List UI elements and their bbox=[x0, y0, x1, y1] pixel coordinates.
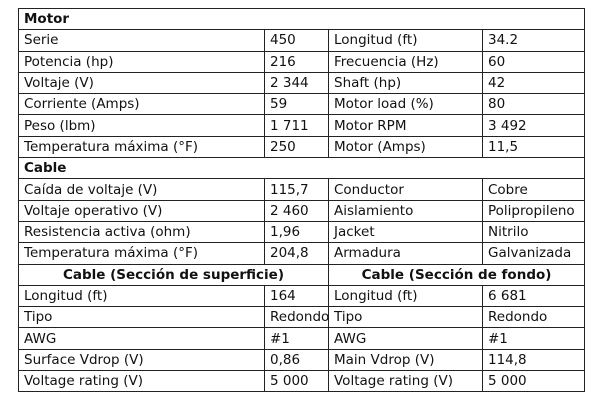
cell-value: 164 bbox=[265, 285, 329, 306]
specs-table-body bbox=[19, 9, 585, 392]
cell-label: AWG bbox=[19, 328, 265, 349]
cell-label: Corriente (Amps) bbox=[19, 94, 265, 115]
table-row bbox=[19, 349, 585, 370]
cell-label: Tipo bbox=[329, 307, 483, 328]
cell-value: 216 bbox=[265, 51, 329, 72]
cell-label: Voltage rating (V) bbox=[329, 371, 483, 392]
table-row bbox=[19, 221, 585, 242]
cell-value: 450 bbox=[265, 30, 329, 51]
table-row bbox=[19, 136, 585, 157]
cell-value: 3 492 bbox=[483, 115, 585, 136]
cell-label: Caída de voltaje (V) bbox=[19, 179, 265, 200]
cell-value: Nitrilo bbox=[483, 221, 585, 242]
cell-label: Jacket bbox=[329, 221, 483, 242]
cell-value: 59 bbox=[265, 94, 329, 115]
cell-label: Tipo bbox=[19, 307, 265, 328]
cell-label: Main Vdrop (V) bbox=[329, 349, 483, 370]
cell-value: Galvanizada bbox=[483, 243, 585, 264]
cell-label: Motor RPM bbox=[329, 115, 483, 136]
cell-label: Voltaje operativo (V) bbox=[19, 200, 265, 221]
cell-value: 11,5 bbox=[483, 136, 585, 157]
cell-value: 204,8 bbox=[265, 243, 329, 264]
table-row bbox=[19, 307, 585, 328]
table-row bbox=[19, 51, 585, 72]
cell-label: Surface Vdrop (V) bbox=[19, 349, 265, 370]
cell-label: Serie bbox=[19, 30, 265, 51]
cell-value: 2 344 bbox=[265, 72, 329, 93]
cell-value: 6 681 bbox=[483, 285, 585, 306]
cell-value: 80 bbox=[483, 94, 585, 115]
cell-value: Redondo bbox=[483, 307, 585, 328]
table-row bbox=[19, 115, 585, 136]
cell-value: 60 bbox=[483, 51, 585, 72]
motor-section-header bbox=[19, 9, 585, 30]
table-row bbox=[19, 94, 585, 115]
cell-label: AWG bbox=[329, 328, 483, 349]
table-row bbox=[19, 179, 585, 200]
cell-label: Longitud (ft) bbox=[329, 30, 483, 51]
cell-value: 250 bbox=[265, 136, 329, 157]
cell-value: 1 711 bbox=[265, 115, 329, 136]
specs-table bbox=[18, 8, 585, 392]
cable-section-title: Cable bbox=[19, 158, 585, 179]
cell-value: 114,8 bbox=[483, 349, 585, 370]
bottom-section-title: Cable (Sección de fondo) bbox=[329, 264, 585, 285]
cell-label: Longitud (ft) bbox=[329, 285, 483, 306]
cell-label: Shaft (hp) bbox=[329, 72, 483, 93]
cell-value: 1,96 bbox=[265, 221, 329, 242]
cell-label: Motor load (%) bbox=[329, 94, 483, 115]
table-row bbox=[19, 285, 585, 306]
cell-value: Cobre bbox=[483, 179, 585, 200]
cable-section-header bbox=[19, 158, 585, 179]
cell-label: Aislamiento bbox=[329, 200, 483, 221]
cell-value: 2 460 bbox=[265, 200, 329, 221]
cell-value: 115,7 bbox=[265, 179, 329, 200]
cell-label: Resistencia activa (ohm) bbox=[19, 221, 265, 242]
cell-label: Peso (lbm) bbox=[19, 115, 265, 136]
cell-value: 42 bbox=[483, 72, 585, 93]
cell-value: #1 bbox=[483, 328, 585, 349]
cell-label: Potencia (hp) bbox=[19, 51, 265, 72]
cell-value: Redondo bbox=[265, 307, 329, 328]
cell-label: Motor (Amps) bbox=[329, 136, 483, 157]
cell-value: 0,86 bbox=[265, 349, 329, 370]
cell-value: #1 bbox=[265, 328, 329, 349]
table-row bbox=[19, 72, 585, 93]
cell-value: 5 000 bbox=[265, 371, 329, 392]
cable-subsection-header bbox=[19, 264, 585, 285]
surface-section-title: Cable (Sección de superficie) bbox=[19, 264, 329, 285]
table-row bbox=[19, 243, 585, 264]
cell-label: Armadura bbox=[329, 243, 483, 264]
cell-label: Temperatura máxima (°F) bbox=[19, 136, 265, 157]
cell-value: 5 000 bbox=[483, 371, 585, 392]
cell-label: Conductor bbox=[329, 179, 483, 200]
table-row bbox=[19, 371, 585, 392]
table-row bbox=[19, 200, 585, 221]
cell-label: Longitud (ft) bbox=[19, 285, 265, 306]
motor-section-title: Motor bbox=[19, 9, 585, 30]
cell-label: Voltaje (V) bbox=[19, 72, 265, 93]
table-row bbox=[19, 328, 585, 349]
table-row bbox=[19, 30, 585, 51]
cell-value: 34.2 bbox=[483, 30, 585, 51]
cell-label: Frecuencia (Hz) bbox=[329, 51, 483, 72]
cell-value: Polipropileno bbox=[483, 200, 585, 221]
cell-label: Temperatura máxima (°F) bbox=[19, 243, 265, 264]
cell-label: Voltage rating (V) bbox=[19, 371, 265, 392]
